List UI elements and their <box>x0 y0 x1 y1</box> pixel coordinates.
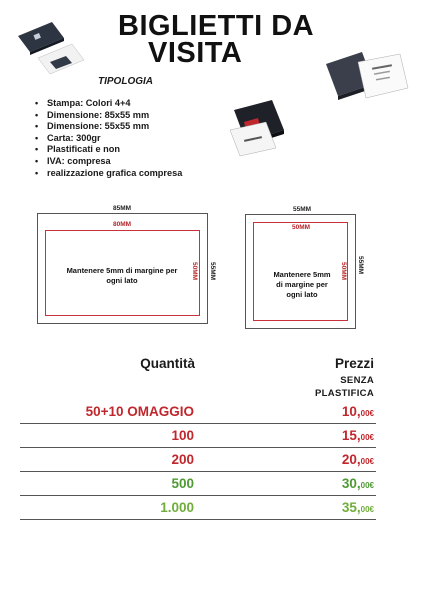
row-price: 15,00€ <box>341 428 374 443</box>
right-outer-width-label: 55MM <box>293 206 312 213</box>
row-price: 30,00€ <box>341 476 374 491</box>
price-header: Prezzi <box>334 356 374 371</box>
left-inner-width-label: 80MM <box>113 221 132 228</box>
row-quantity: 50+10 OMAGGIO <box>85 404 194 419</box>
row-quantity: 1.000 <box>160 500 194 515</box>
business-cards-photo-right <box>322 48 412 106</box>
spec-list <box>33 98 182 179</box>
spec-item: • Dimensione: 85x55 mm <box>33 110 182 122</box>
row-quantity: 500 <box>171 476 194 491</box>
business-cards-photo-left <box>14 16 86 76</box>
row-price: 20,00€ <box>341 452 374 467</box>
left-outer-height-label: 55MM <box>209 262 216 281</box>
quantity-header: Quantità <box>140 356 195 371</box>
price-subheader: SENZA PLASTIFICA <box>315 375 374 399</box>
price-row <box>20 473 376 496</box>
price-row <box>20 449 376 472</box>
row-price: 10,00€ <box>341 404 374 419</box>
row-quantity: 200 <box>171 452 194 467</box>
left-outer-width-label: 85MM <box>113 205 132 212</box>
right-margin-note: Mantenere 5mm di margine per ogni lato <box>273 270 331 299</box>
spec-item: • realizzazione grafica compresa <box>33 168 182 180</box>
spec-item: • IVA: compresa <box>33 156 182 168</box>
page-title-line-2: VISITA <box>148 37 243 69</box>
page-title-line-1: BIGLIETTI DA <box>118 10 315 42</box>
left-inner-height-label: 50MM <box>191 262 198 281</box>
price-row <box>20 401 376 424</box>
right-inner-height-label: 50MM <box>340 262 347 281</box>
row-quantity: 100 <box>171 428 194 443</box>
right-inner-width-label: 50MM <box>292 224 311 231</box>
right-outer-height-label: 55MM <box>357 256 364 275</box>
left-margin-note: Mantenere 5mm di margine per ogni lato <box>66 266 178 285</box>
spec-item: • Stampa: Colori 4+4 <box>33 98 182 110</box>
section-subtitle: TIPOLOGIA <box>98 76 153 87</box>
spec-item: • Dimensione: 55x55 mm <box>33 121 182 133</box>
spec-item: • Carta: 300gr <box>33 133 182 145</box>
business-cards-photo-center <box>224 96 296 162</box>
price-row <box>20 497 376 520</box>
spec-item: • Plastificati e non <box>33 144 182 156</box>
price-row <box>20 425 376 448</box>
row-price: 35,00€ <box>341 500 374 515</box>
